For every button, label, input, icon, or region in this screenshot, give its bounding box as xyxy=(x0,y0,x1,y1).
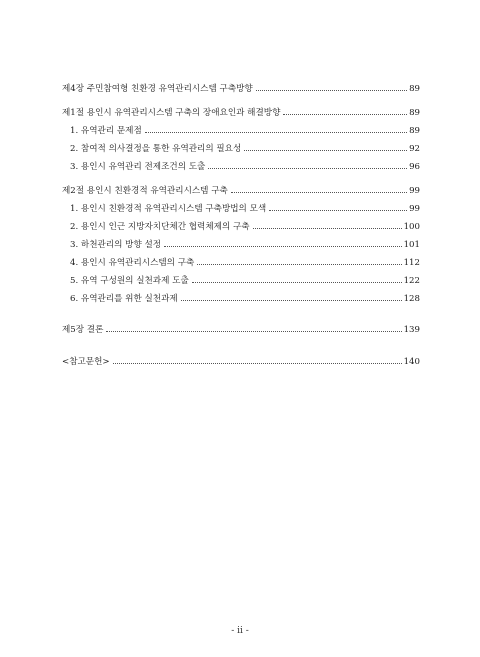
toc-entry-label: 2. 참여적 의사결정을 통한 유역관리의 필요성 xyxy=(70,144,242,154)
spacer xyxy=(62,310,420,323)
toc-entry-item[interactable] xyxy=(62,256,420,274)
toc-entry-label: <참고문헌> xyxy=(62,357,110,367)
toc-entry-section-2[interactable] xyxy=(62,184,420,202)
dot-leader xyxy=(113,363,402,364)
dot-leader xyxy=(244,150,407,151)
toc-entry-chapter-4[interactable] xyxy=(62,82,420,100)
toc-entry-item[interactable] xyxy=(62,202,420,220)
toc-page-number: 89 xyxy=(409,108,420,118)
dot-leader xyxy=(253,228,402,229)
toc-entry-label: 제2절 용인시 친환경적 유역관리시스템 구축 xyxy=(62,186,228,196)
toc-entry-label: 1. 유역관리 문제점 xyxy=(70,126,142,136)
dot-leader xyxy=(269,210,407,211)
table-of-contents xyxy=(62,82,420,373)
toc-page-number: 139 xyxy=(403,325,420,335)
toc-page-number: 128 xyxy=(403,294,420,304)
toc-page-number: 92 xyxy=(409,144,420,154)
toc-page-number: 100 xyxy=(403,222,420,232)
toc-page-number: 99 xyxy=(409,186,420,196)
toc-entry-section-1[interactable] xyxy=(62,106,420,124)
toc-entry-label: 제4장 주민참여형 친환경 유역관리시스템 구축방향 xyxy=(62,84,253,94)
toc-entry-label: 3. 하천관리의 방향 설정 xyxy=(70,240,162,250)
toc-entry-item[interactable] xyxy=(62,292,420,310)
toc-entry-references[interactable] xyxy=(62,355,420,373)
toc-entry-chapter-5[interactable] xyxy=(62,323,420,341)
dot-leader xyxy=(197,264,401,265)
toc-page-number: 89 xyxy=(409,84,420,94)
toc-page-number: 112 xyxy=(403,258,420,268)
toc-entry-label: 제5장 결론 xyxy=(62,325,104,335)
dot-leader xyxy=(231,192,407,193)
toc-page-number: 140 xyxy=(403,357,420,367)
dot-leader xyxy=(283,114,407,115)
toc-entry-item[interactable] xyxy=(62,238,420,256)
toc-entry-label: 2. 용인시 인근 지방자치단체간 협력체제의 구축 xyxy=(70,222,250,232)
toc-entry-label: 3. 용인시 유역관리 전제조건의 도출 xyxy=(70,162,206,172)
toc-page-number: 96 xyxy=(409,162,420,172)
toc-entry-item[interactable] xyxy=(62,220,420,238)
toc-entry-label: 제1절 용인시 유역관리시스템 구축의 장애요인과 해결방향 xyxy=(62,108,281,118)
toc-entry-label: 1. 용인시 친환경적 유역관리시스템 구축방법의 모색 xyxy=(70,204,267,214)
toc-entry-label: 5. 유역 구성원의 실천과제 도출 xyxy=(70,276,189,286)
toc-entry-label: 6. 유역관리를 위한 실천과제 xyxy=(70,294,178,304)
toc-entry-item[interactable] xyxy=(62,142,420,160)
spacer xyxy=(62,341,420,355)
dot-leader xyxy=(181,300,402,301)
toc-entry-label: 4. 용인시 유역관리시스템의 구축 xyxy=(70,258,195,268)
dot-leader xyxy=(256,90,407,91)
dot-leader xyxy=(145,132,407,133)
toc-entry-item[interactable] xyxy=(62,160,420,178)
dot-leader xyxy=(106,331,401,332)
toc-page-number: 101 xyxy=(403,240,420,250)
toc-page-number: 89 xyxy=(409,126,420,136)
dot-leader xyxy=(208,168,407,169)
toc-entry-item[interactable] xyxy=(62,274,420,292)
dot-leader xyxy=(164,246,401,247)
toc-entry-item[interactable] xyxy=(62,124,420,142)
page-number-footer: - ii - xyxy=(231,626,249,636)
toc-page-number: 99 xyxy=(409,204,420,214)
toc-page-number: 122 xyxy=(403,276,420,286)
dot-leader xyxy=(192,282,402,283)
